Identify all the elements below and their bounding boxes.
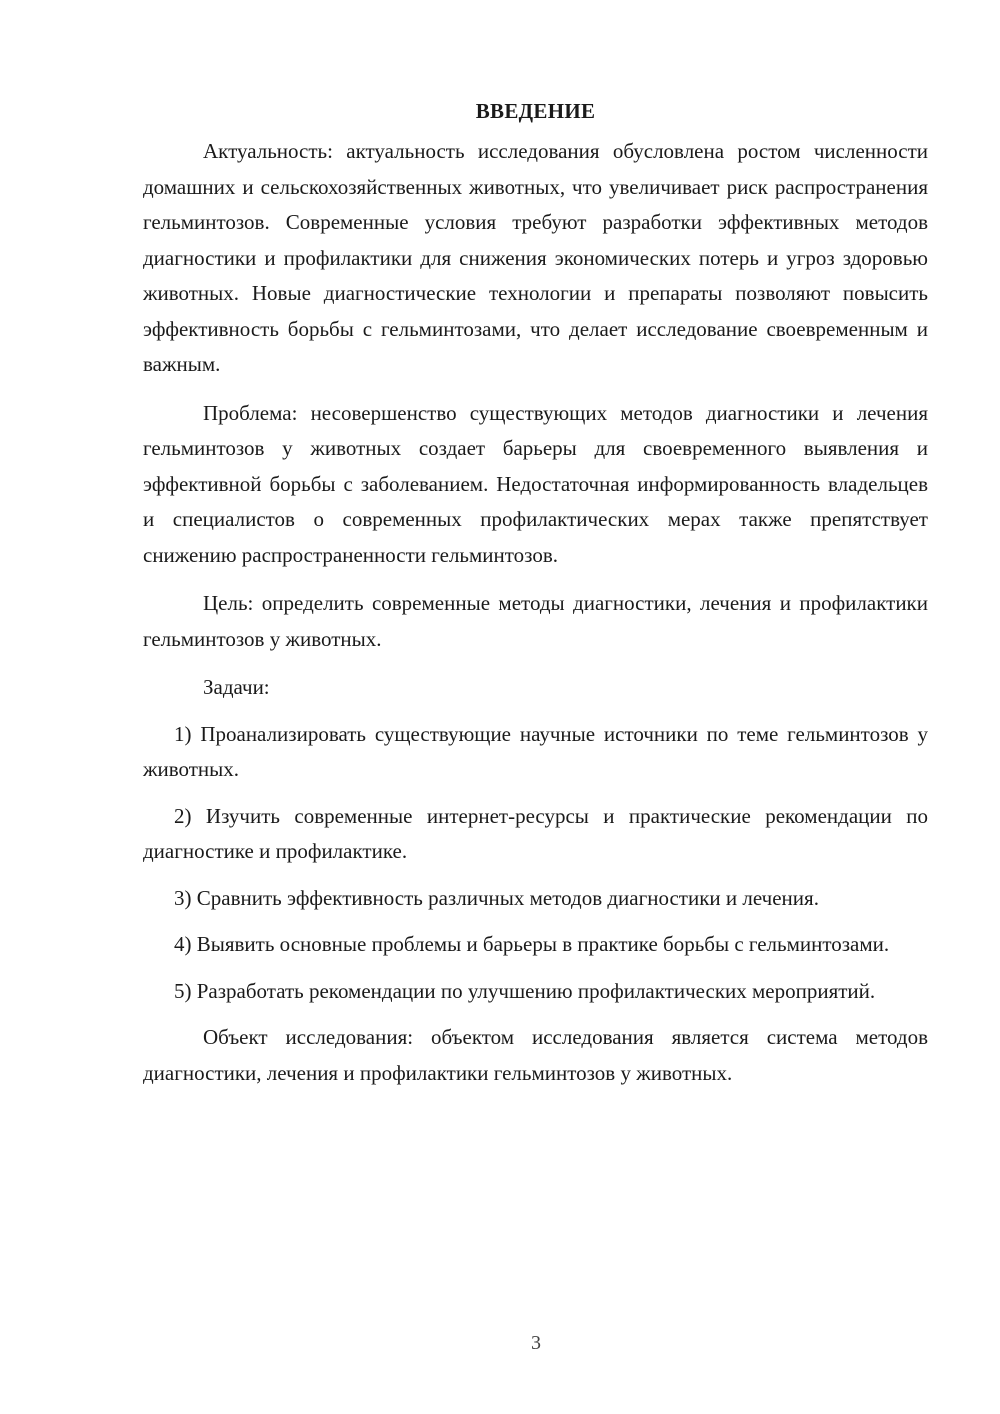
task-item-3: 3) Сравнить эффективность различных методов диагностики и лечения. [174, 885, 819, 910]
page-number: 3 [531, 1332, 541, 1354]
goal-paragraph: Цель: определить современные методы диагностики, лечения и профилактики гельминтозов у животных. [143, 591, 928, 651]
task-item-5: 5) Разработать рекомендации по улучшению профилактических мероприятий. [174, 978, 876, 1003]
task-item-1: 1) Проанализировать существующие научные источники по теме гельминтозов у животных. [143, 721, 928, 781]
section-heading: ВВЕДЕНИЕ [475, 99, 596, 123]
task-item-4: 4) Выявить основные проблемы и барьеры в практике борьбы с гельминтозами. [174, 932, 890, 956]
relevance-paragraph: Актуальность: актуальность исследования обусловлена ростом численности домашних и сельскохозяйственных животных, что увеличивает риск распространения гельминтозов. Современные условия требуют разработки эффективных методов диагностики и профилактики для снижения экономических потерь и угроз здоровью животных. Новые диагностические технологии и препараты позволяют повысить эффективность борьбы с гельминтозами, что делает исследование своевременным и важным. [143, 139, 928, 376]
tasks-label: Задачи: [203, 675, 270, 699]
task-item-2: 2) Изучить современные интернет-ресурсы и практические рекомендации по диагностике и профилактике. [143, 803, 928, 863]
object-paragraph: Объект исследования: объектом исследования является система методов диагностики, лечения и профилактики гельминтозов у животных. [143, 1025, 928, 1085]
problem-paragraph: Проблема: несовершенство существующих методов диагностики и лечения гельминтозов у животных создает барьеры для своевременного выявления и эффективной борьбы с заболеванием. Недостаточная информированность владельцев и специалистов о современных профилактических мерах также препятствует снижению распространенности гельминтозов. [143, 400, 928, 567]
page-content [143, 96, 928, 1091]
